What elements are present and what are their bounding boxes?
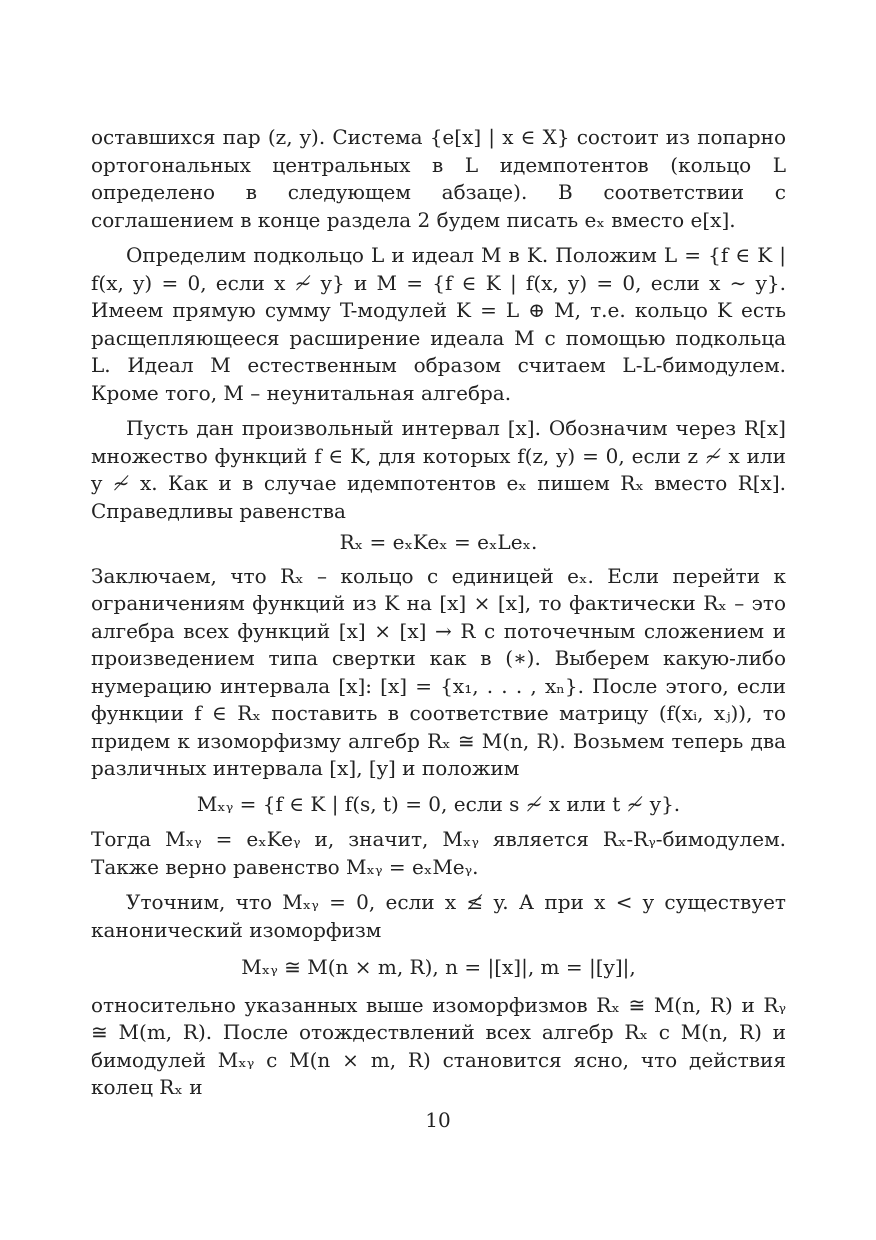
page-number: 10 (425, 1108, 451, 1132)
paragraph-2: Определим подкольцо L и идеал M в K. Положим L = {f ∈ K | f(x, y) = 0, если x ≁ y} и M = {f ∈ K | f(x, y) = 0, если x ∼ y}. Имеем прямую сумму T-модулей K = L ⊕ M, т.е. кольцо K есть расщепляющееся расширение идеала M с помощью подкольца L. Идеал M естественным образом считаем L-L-бимодулем. Кроме того, M – неунитальная алгебра. (91, 243, 786, 405)
paragraph-3: Пусть дан произвольный интервал [x]. Обозначим через R[x] множество функций f ∈ K, для которых f(z, y) = 0, если z ≁ x или y ≁ x. Как и в случае идемпотентов eₓ пишем Rₓ вместо R[x]. Справедливы равенства (91, 416, 786, 523)
paragraph-4: Заключаем, что Rₓ – кольцо с единицей eₓ. Если перейти к ограничениям функций из K на [x] × [x], то фактически Rₓ – это алгебра всех функций [x] × [x] → R с поточечным сложением и произведением типа свертки как в (∗). Выберем какую-либо нумерацию интервала [x]: [x] = {x₁, . . . , xₙ}. После этого, если функции f ∈ Rₓ поставить в соответствие матрицу (f(xᵢ, xⱼ)), то придем к изоморфизму алгебр Rₓ ≅ M(n, R). Возьмем теперь два различных интервала [x], [y] и положим (91, 563, 786, 780)
display-equation-mxy: Mₓᵧ = {f ∈ K | f(s, t) = 0, если s ≁ x или t ≁ y}. (196, 791, 681, 816)
paragraph-1: оставшихся пар (z, y). Система {e[x] | x ∈ X} состоит из попарно ортогональных центральных в L идемпотентов (кольцо L определено в следующем абзаце). В соответствии с соглашением в конце раздела 2 будем писать eₓ вместо e[x]. (91, 125, 786, 232)
page-body (91, 124, 786, 1102)
display-equation-isomorphism: Mₓᵧ ≅ M(n × m, R), n = |[x]|, m = |[y]|, (241, 955, 636, 979)
paragraph-5: Тогда Mₓᵧ = eₓKeᵧ и, значит, Mₓᵧ является Rₓ-Rᵧ-бимодулем. Также верно равенство Mₓᵧ = eₓMeᵧ. (91, 827, 786, 879)
paragraph-7: относительно указанных выше изоморфизмов Rₓ ≅ M(n, R) и Rᵧ ≅ M(m, R). После отождествлений всех алгебр Rₓ с M(n, R) и бимодулей Mₓᵧ с M(n × m, R) становится ясно, что действия колец Rₓ и (91, 992, 786, 1099)
display-equation-rx: Rₓ = eₓKeₓ = eₓLeₓ. (339, 530, 538, 554)
paragraph-6: Уточним, что Mₓᵧ = 0, если x ≰ y. А при x < y существует канонический изоморфизм (91, 890, 786, 942)
